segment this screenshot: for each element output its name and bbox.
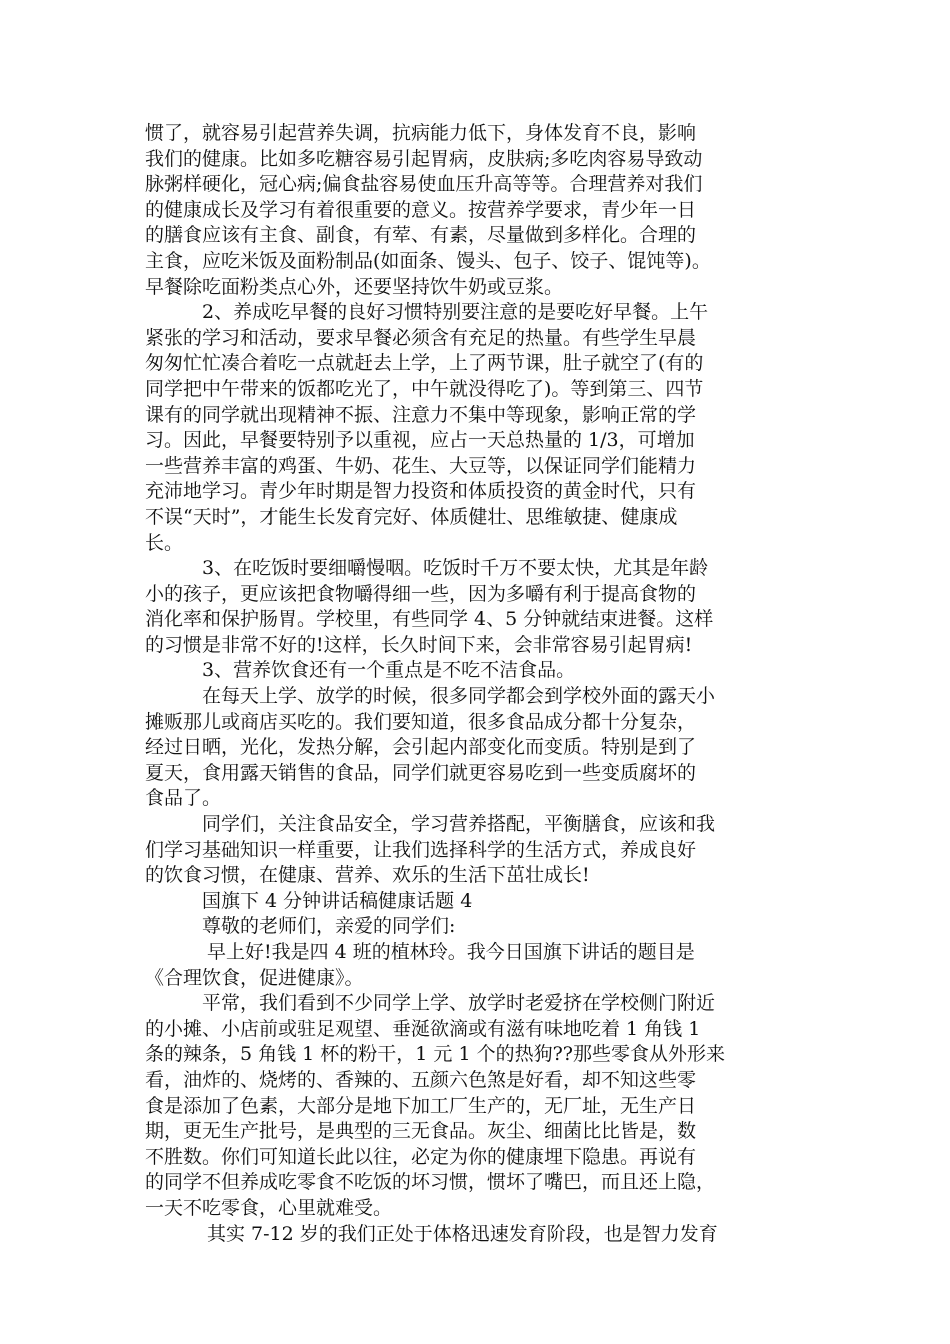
text-line: 的饮食习惯，在健康、营养、欢乐的生活下茁壮成长! (145, 864, 590, 887)
text-line: 们学习基础知识一样重要，让我们选择科学的生活方式，养成良好 (145, 838, 697, 861)
text-line: 早上好!我是四 4 班的植林玲。我今日国旗下讲话的题目是 (207, 941, 695, 963)
text-line: 充沛地学习。青少年时期是智力投资和体质投资的黄金时代，只有 (145, 480, 697, 503)
text-line: 课有的同学就出现精神不振、注意力不集中等现象，影响正常的学 (145, 403, 697, 426)
text-line: 紧张的学习和活动，要求早餐必须含有充足的热量。有些学生早晨 (145, 326, 697, 349)
text-line: 夏天，食用露天销售的食品，同学们就更容易吃到一些变质腐坏的 (145, 761, 697, 784)
text-line: 我们的健康。比如多吃糖容易引起胃病，皮肤病;多吃肉容易导致动 (145, 147, 703, 170)
text-line: 的健康成长及学习有着很重要的意义。按营养学要求，青少年一日 (145, 198, 697, 221)
text-line: 一天不吃零食，心里就难受。 (145, 1196, 393, 1219)
text-line: 食是添加了色素，大部分是地下加工厂生产的，无厂址，无生产日 (145, 1094, 697, 1117)
text-line: 3、在吃饭时要细嚼慢咽。吃饭时千万不要太快，尤其是年龄 (202, 557, 709, 580)
text-line: 摊贩那儿或商店买吃的。我们要知道，很多食品成分都十分复杂， (145, 710, 697, 733)
text-line: 的小摊、小店前或驻足观望、垂涎欲滴或有滋有味地吃着 1 角钱 1 (145, 1017, 701, 1040)
text-line: 小的孩子，更应该把食物嚼得细一些，因为多嚼有利于提高食物的 (145, 582, 697, 605)
text-line: 不胜数。你们可知道长此以往，必定为你的健康埋下隐患。再说有 (145, 1145, 697, 1168)
text-line: 在每天上学、放学的时候，很多同学都会到学校外面的露天小 (202, 685, 716, 708)
text-line: 的膳食应该有主食、副食，有荤、有素，尽量做到多样化。合理的 (145, 224, 697, 247)
text-line: 脉粥样硬化，冠心病;偏食盐容易使血压升高等等。合理营养对我们 (145, 173, 703, 196)
text-line: 主食，应吃米饭及面粉制品(如面条、馒头、包子、饺子、馄饨等)。 (145, 249, 711, 272)
document-body (145, 121, 817, 1247)
text-line: 食品了。 (145, 787, 222, 810)
text-line: 消化率和保护肠胃。学校里，有些同学 4、5 分钟就结束进餐。这样 (145, 608, 714, 631)
text-line: 其实 7-12 岁的我们正处于体格迅速发育阶段，也是智力发育 (207, 1222, 718, 1245)
text-line: 尊敬的老师们，亲爱的同学们: (202, 915, 456, 938)
text-line: 的习惯是非常不好的!这样，长久时间下来，会非常容易引起胃病! (145, 633, 693, 656)
text-line: 国旗下 4 分钟讲话稿健康话题 4 (202, 889, 473, 912)
text-line: 的同学不但养成吃零食不吃饭的坏习惯，惯坏了嘴巴，而且还上隐， (145, 1171, 716, 1194)
text-line: 《合理饮食，促进健康》。 (145, 966, 364, 989)
text-line: 长。 (145, 531, 184, 554)
text-line: 经过日晒，光化，发热分解，会引起内部变化而变质。特别是到了 (145, 736, 697, 759)
text-line: 看，油炸的、烧烤的、香辣的、五颜六色煞是好看，却不知这些零 (145, 1068, 697, 1091)
text-line: 不误“天时”，才能生长发育完好、体质健壮、思维敏捷、健康成 (145, 505, 678, 528)
text-line: 早餐除吃面粉类点心外，还要坚持饮牛奶或豆浆。 (145, 275, 564, 298)
text-line: 平常，我们看到不少同学上学、放学时老爱挤在学校侧门附近 (202, 992, 716, 1015)
text-line: 一些营养丰富的鸡蛋、牛奶、花生、大豆等，以保证同学们能精力 (145, 454, 697, 477)
text-line: 同学把中午带来的饭都吃光了，中午就没得吃了)。等到第三、四节 (145, 377, 704, 400)
text-line: 同学们，关注食品安全，学习营养搭配，平衡膳食，应该和我 (202, 813, 716, 836)
text-line: 匆匆忙忙凑合着吃一点就赶去上学，上了两节课，肚子就空了(有的 (145, 352, 704, 375)
text-line: 条的辣条，5 角钱 1 杯的粉干，1 元 1 个的热狗??那些零食从外形来 (145, 1043, 725, 1066)
text-line: 习。因此，早餐要特别予以重视，应占一天总热量的 1/3，可增加 (145, 429, 695, 452)
text-line: 惯了，就容易引起营养失调，抗病能力低下，身体发育不良，影响 (145, 122, 697, 144)
text-line: 2、养成吃早餐的良好习惯特别要注意的是要吃好早餐。上午 (202, 301, 709, 324)
text-line: 期，更无生产批号，是典型的三无食品。灰尘、细菌比比皆是，数 (145, 1120, 697, 1143)
text-line: 3、营养饮食还有一个重点是不吃不洁食品。 (202, 659, 576, 682)
